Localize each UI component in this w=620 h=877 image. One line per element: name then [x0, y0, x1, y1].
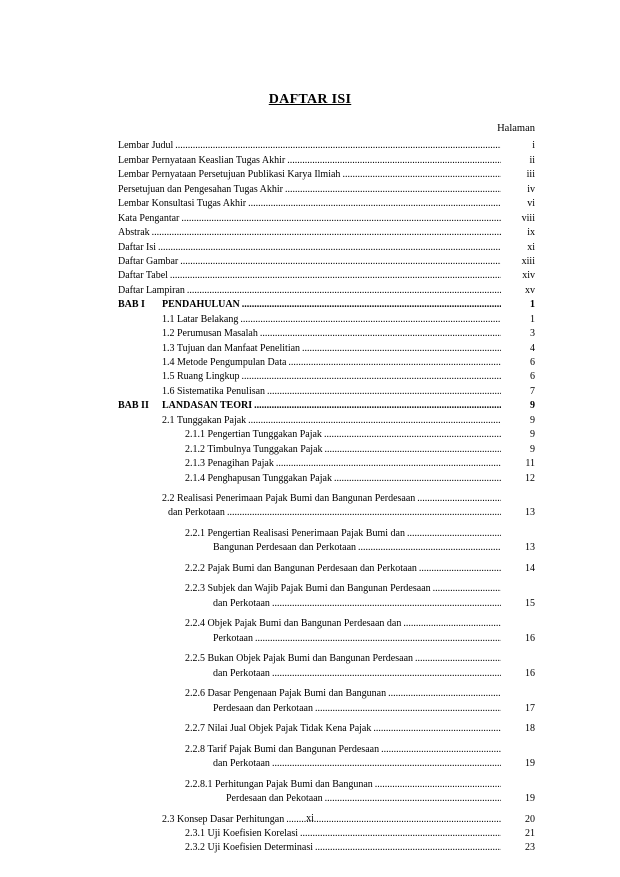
toc-entry	[118, 701, 535, 715]
toc-entry-label	[118, 399, 252, 413]
toc-page-number: 14	[525, 562, 535, 574]
toc-entry-text: Daftar Lampiran	[118, 284, 185, 296]
toc-entry-text: Daftar Gambar	[118, 255, 179, 267]
toc-entry	[118, 341, 535, 355]
toc-entry-text: 2.2.8.1 Perhitungan Pajak Bumi dan Bangunan	[185, 778, 373, 790]
dot-leader	[324, 428, 501, 442]
toc-entry	[118, 792, 535, 806]
toc-page-number: 9	[530, 400, 535, 412]
toc-entry-text: Lembar Konsultasi Tugas Akhir	[118, 198, 247, 210]
toc-entry-label	[185, 582, 431, 596]
toc-page-number: xiv	[522, 270, 535, 282]
toc-entry	[118, 370, 535, 384]
toc-entry-label	[118, 139, 173, 153]
toc-entry	[118, 576, 535, 597]
toc-entry-text: 2.2.3 Subjek dan Wajib Pajak Bumi dan Bangunan Perdesaan	[185, 583, 431, 595]
toc-entry-label	[185, 743, 379, 757]
toc-entry-label	[118, 183, 283, 197]
toc-entry-label	[185, 687, 386, 701]
toc-entry	[118, 541, 535, 555]
toc-entry-text: 2.2.8 Tarif Pajak Bumi dan Bangunan Perdesaan	[185, 743, 380, 755]
dot-leader	[227, 506, 501, 520]
dot-leader	[187, 284, 501, 298]
toc-entry-text: 1.3 Tujuan dan Manfaat Penelitian	[162, 342, 301, 354]
toc-entry-label	[226, 792, 323, 806]
toc-entry-text: 2.1.3 Penagihan Pajak	[185, 458, 274, 470]
toc-page-number: 9	[530, 429, 535, 441]
toc-entry	[118, 611, 535, 632]
toc-entry-text: dan Perkotaan	[213, 758, 270, 770]
toc-entry-text: 2.2.5 Bukan Objek Pajak Bumi dan Bangunan Perdesaan	[185, 653, 414, 665]
dot-leader	[358, 541, 501, 555]
dot-leader	[415, 652, 501, 666]
toc-entry-label	[118, 226, 150, 240]
toc-entry	[118, 139, 535, 153]
halaman-label: Halaman	[497, 123, 535, 134]
toc-entry-label	[162, 492, 415, 506]
toc-entry-label	[162, 313, 238, 327]
dot-leader	[267, 385, 501, 399]
toc-entry	[118, 168, 535, 182]
toc-page-number: 4	[530, 342, 535, 354]
dot-leader	[272, 667, 501, 681]
toc-entry-label	[162, 414, 246, 428]
toc-entry-text: 1.1 Latar Belakang	[162, 313, 239, 325]
toc-page-number: 6	[530, 371, 535, 383]
toc-entry	[118, 384, 535, 398]
toc-page-number: 13	[525, 507, 535, 519]
toc-entry-text: Perdesaan dan Perkotaan	[213, 702, 313, 714]
dot-leader	[302, 342, 501, 356]
toc-entry-label	[185, 527, 405, 541]
toc-entry-label	[162, 370, 240, 384]
dot-leader	[325, 792, 501, 806]
table-of-contents	[118, 139, 535, 855]
toc-entry-text: Perdesaan dan Pekotaan	[226, 793, 323, 804]
toc-entry-label	[185, 617, 401, 631]
dot-leader	[417, 492, 501, 506]
toc-entry-text: 1.6 Sistematika Penulisan	[162, 385, 266, 397]
toc-entry-text: 1.5 Ruang Lingkup	[162, 371, 240, 383]
dot-leader	[170, 269, 501, 283]
toc-entry	[118, 596, 535, 610]
toc-page-number: 23	[525, 842, 535, 854]
toc-entry	[118, 413, 535, 427]
toc-entry	[118, 312, 535, 326]
toc-entry-label	[118, 154, 285, 168]
toc-entry	[118, 555, 535, 576]
dot-leader	[373, 722, 501, 736]
dot-leader	[381, 743, 501, 757]
toc-entry	[118, 841, 535, 855]
dot-leader	[375, 778, 501, 792]
toc-entry	[118, 298, 535, 312]
toc-entry	[118, 240, 535, 254]
toc-entry-text: 2.3 Konsep Dasar Perhitungan	[162, 813, 285, 825]
dot-leader	[242, 370, 502, 384]
toc-entry-text: 2.2.7 Nilai Jual Objek Pajak Tidak Kena Pajak	[185, 723, 372, 735]
toc-entry-label	[168, 506, 225, 520]
toc-page-number: 11	[525, 458, 535, 470]
toc-page-number: 7	[530, 385, 535, 397]
toc-entry-label	[185, 722, 371, 736]
toc-page-number: ii	[529, 154, 535, 166]
toc-entry-label	[118, 269, 168, 283]
toc-entry-label	[185, 652, 413, 666]
toc-entry-text: 1.2 Perumusan Masalah	[162, 328, 258, 340]
toc-entry-text: 2.2.2 Pajak Bumi dan Bangunan Perdesaan dan Perkotaan	[185, 562, 417, 574]
toc-entry-label	[118, 241, 156, 255]
dot-leader	[325, 443, 501, 457]
toc-entry-label	[162, 327, 258, 341]
toc-page-number: 9	[530, 414, 535, 426]
toc-entry-text: 2.2 Realisasi Penerimaan Pajak Bumi dan Bangunan Perdesaan	[162, 493, 416, 504]
toc-entry-label	[162, 342, 300, 356]
toc-entry	[118, 646, 535, 667]
toc-page-number: 1	[530, 299, 535, 311]
toc-entry-text: Lembar Pernyataan Keaslian Tugas Akhir	[118, 154, 286, 166]
toc-page-number: 16	[525, 667, 535, 679]
toc-entry-label	[185, 562, 417, 576]
toc-entry	[118, 471, 535, 485]
toc-page-number: ix	[527, 227, 535, 239]
toc-page-number: 9	[530, 443, 535, 455]
toc-page-number: viii	[521, 212, 535, 224]
page-number-footer: xi	[306, 813, 314, 824]
toc-entry-text: 2.2.1 Pengertian Realisasi Penerimaan Pajak Bumi dan	[185, 527, 405, 539]
toc-chapter-number: BAB II	[118, 400, 149, 412]
toc-entry-label	[162, 385, 265, 399]
dot-leader	[403, 617, 501, 631]
toc-entry-text: Perkotaan	[213, 632, 253, 644]
toc-entry	[118, 197, 535, 211]
toc-page-number: 20	[525, 813, 535, 825]
toc-entry-text: Persetujuan dan Pengesahan Tugas Akhir	[118, 183, 283, 195]
toc-page-number: 13	[525, 542, 535, 554]
toc-page-number: iv	[527, 183, 535, 195]
dot-leader	[276, 457, 501, 471]
toc-page-number: 17	[525, 702, 535, 714]
dot-leader	[152, 226, 501, 240]
toc-chapter-number: BAB I	[118, 299, 145, 311]
dot-leader	[433, 582, 501, 596]
toc-page-number: 16	[525, 632, 535, 644]
toc-page-number: 18	[525, 723, 535, 735]
toc-entry-label	[213, 667, 270, 681]
toc-page-number: iii	[526, 169, 535, 181]
toc-entry-label	[213, 702, 313, 716]
dot-leader	[388, 687, 501, 701]
dot-leader	[248, 197, 501, 211]
toc-entry	[118, 631, 535, 645]
toc-entry	[118, 457, 535, 471]
toc-entry	[118, 681, 535, 702]
toc-entry	[118, 428, 535, 442]
toc-entry	[118, 153, 535, 167]
toc-entry	[118, 283, 535, 297]
toc-entry	[118, 757, 535, 771]
toc-entry	[118, 771, 535, 792]
dot-leader	[255, 632, 501, 646]
dot-leader	[260, 327, 501, 341]
toc-entry-label	[185, 428, 322, 442]
toc-entry-label	[118, 298, 240, 312]
toc-entry	[118, 520, 535, 541]
dot-leader	[272, 597, 501, 611]
toc-entry-label	[118, 212, 179, 226]
toc-entry-text: 2.1.2 Timbulnya Tunggakan Pajak	[185, 443, 323, 455]
toc-entry-text: Daftar Isi	[118, 241, 157, 253]
toc-entry	[118, 827, 535, 841]
toc-entry	[118, 442, 535, 456]
dot-leader	[272, 757, 501, 771]
toc-entry-text: 2.1 Tunggakan Pajak	[162, 414, 247, 426]
toc-entry-text: Abstrak	[118, 227, 150, 239]
toc-entry-label	[213, 597, 270, 611]
toc-entry-label	[213, 632, 253, 646]
dot-leader	[300, 827, 501, 841]
toc-entry-text: LANDASAN TEORI	[162, 400, 253, 412]
toc-entry	[118, 327, 535, 341]
toc-entry-text: Daftar Tabel	[118, 270, 168, 282]
toc-entry-label	[185, 443, 323, 457]
toc-entry	[118, 486, 535, 507]
dot-leader	[315, 841, 501, 855]
toc-page-number: xv	[525, 284, 535, 296]
toc-entry-label	[118, 197, 246, 211]
toc-entry-text: Lembar Pernyataan Persetujuan Publikasi Karya Ilmiah	[118, 169, 341, 181]
dot-leader	[248, 414, 501, 428]
toc-entry-text: 2.1.4 Penghapusan Tunggakan Pajak	[185, 472, 332, 484]
dot-leader	[180, 255, 501, 269]
toc-page-number: 19	[525, 758, 535, 770]
toc-entry	[118, 399, 535, 413]
toc-entry-text: dan Perkotaan	[213, 667, 270, 679]
dot-leader	[158, 241, 501, 255]
toc-entry-text: Kata Pengantar	[118, 212, 180, 224]
dot-leader	[242, 298, 501, 312]
toc-entry	[118, 716, 535, 737]
toc-entry	[118, 269, 535, 283]
dot-leader	[287, 154, 501, 168]
toc-entry-text: PENDAHULUAN	[162, 299, 240, 311]
toc-entry-label	[118, 284, 185, 298]
toc-entry	[118, 211, 535, 225]
toc-entry	[118, 736, 535, 757]
dot-leader	[419, 562, 501, 576]
toc-entry	[118, 666, 535, 680]
toc-entry-text: 2.1.1 Pengertian Tunggakan Pajak	[185, 429, 322, 441]
dot-leader	[342, 168, 501, 182]
dot-leader	[240, 313, 501, 327]
toc-page-number: xiii	[521, 255, 535, 267]
toc-entry-text: 2.3.1 Uji Koefisien Korelasi	[185, 827, 299, 839]
dot-leader	[175, 139, 501, 153]
toc-page-number: i	[532, 140, 535, 152]
toc-entry-text: Bangunan Perdesaan dan Perkotaan	[213, 542, 357, 554]
toc-page-number: vi	[527, 198, 535, 210]
toc-entry-label	[185, 778, 373, 792]
toc-entry	[118, 226, 535, 240]
toc-page-number: 6	[530, 357, 535, 368]
dot-leader	[181, 212, 501, 226]
toc-entry-label	[185, 827, 298, 841]
toc-page-number: xi	[527, 241, 535, 253]
toc-entry	[118, 356, 535, 370]
toc-entry-label	[118, 255, 178, 269]
toc-page-number: 21	[525, 827, 535, 839]
toc-entry-label	[118, 168, 340, 182]
toc-page-number: 15	[525, 597, 535, 609]
toc-page-number: 12	[525, 472, 535, 484]
toc-entry-label	[213, 757, 270, 771]
toc-entry	[118, 182, 535, 196]
toc-page-number: 1	[530, 313, 535, 325]
toc-entry-label	[185, 472, 332, 486]
toc-entry-label	[185, 457, 274, 471]
dot-leader	[254, 399, 501, 413]
page-title: DAFTAR ISI	[268, 92, 352, 107]
toc-entry-text: 2.3.2 Uji Koefisien Determinasi	[185, 842, 314, 854]
toc-entry-label	[162, 356, 286, 370]
toc-entry	[118, 506, 535, 520]
dot-leader	[407, 527, 501, 541]
toc-entry-text: Lembar Judul	[118, 140, 174, 152]
toc-entry-text: dan Perkotaan	[213, 597, 270, 609]
dot-leader	[288, 356, 501, 370]
toc-entry-label	[185, 841, 313, 855]
toc-entry-label	[213, 541, 356, 555]
toc-entry-text: 2.2.6 Dasar Pengenaan Pajak Bumi dan Bangunan	[185, 688, 387, 700]
toc-entry	[118, 255, 535, 269]
toc-entry-text: 1.4 Metode Pengumpulan Data	[162, 357, 287, 368]
toc-page-number: 3	[530, 328, 535, 340]
dot-leader	[334, 472, 501, 486]
dot-leader	[285, 183, 501, 197]
toc-entry-text: 2.2.4 Objek Pajak Bumi dan Bangunan Perdesaan dan	[185, 618, 402, 630]
toc-entry-text: dan Perkotaan	[168, 507, 225, 519]
dot-leader	[315, 702, 501, 716]
toc-page-number: 19	[525, 793, 535, 804]
